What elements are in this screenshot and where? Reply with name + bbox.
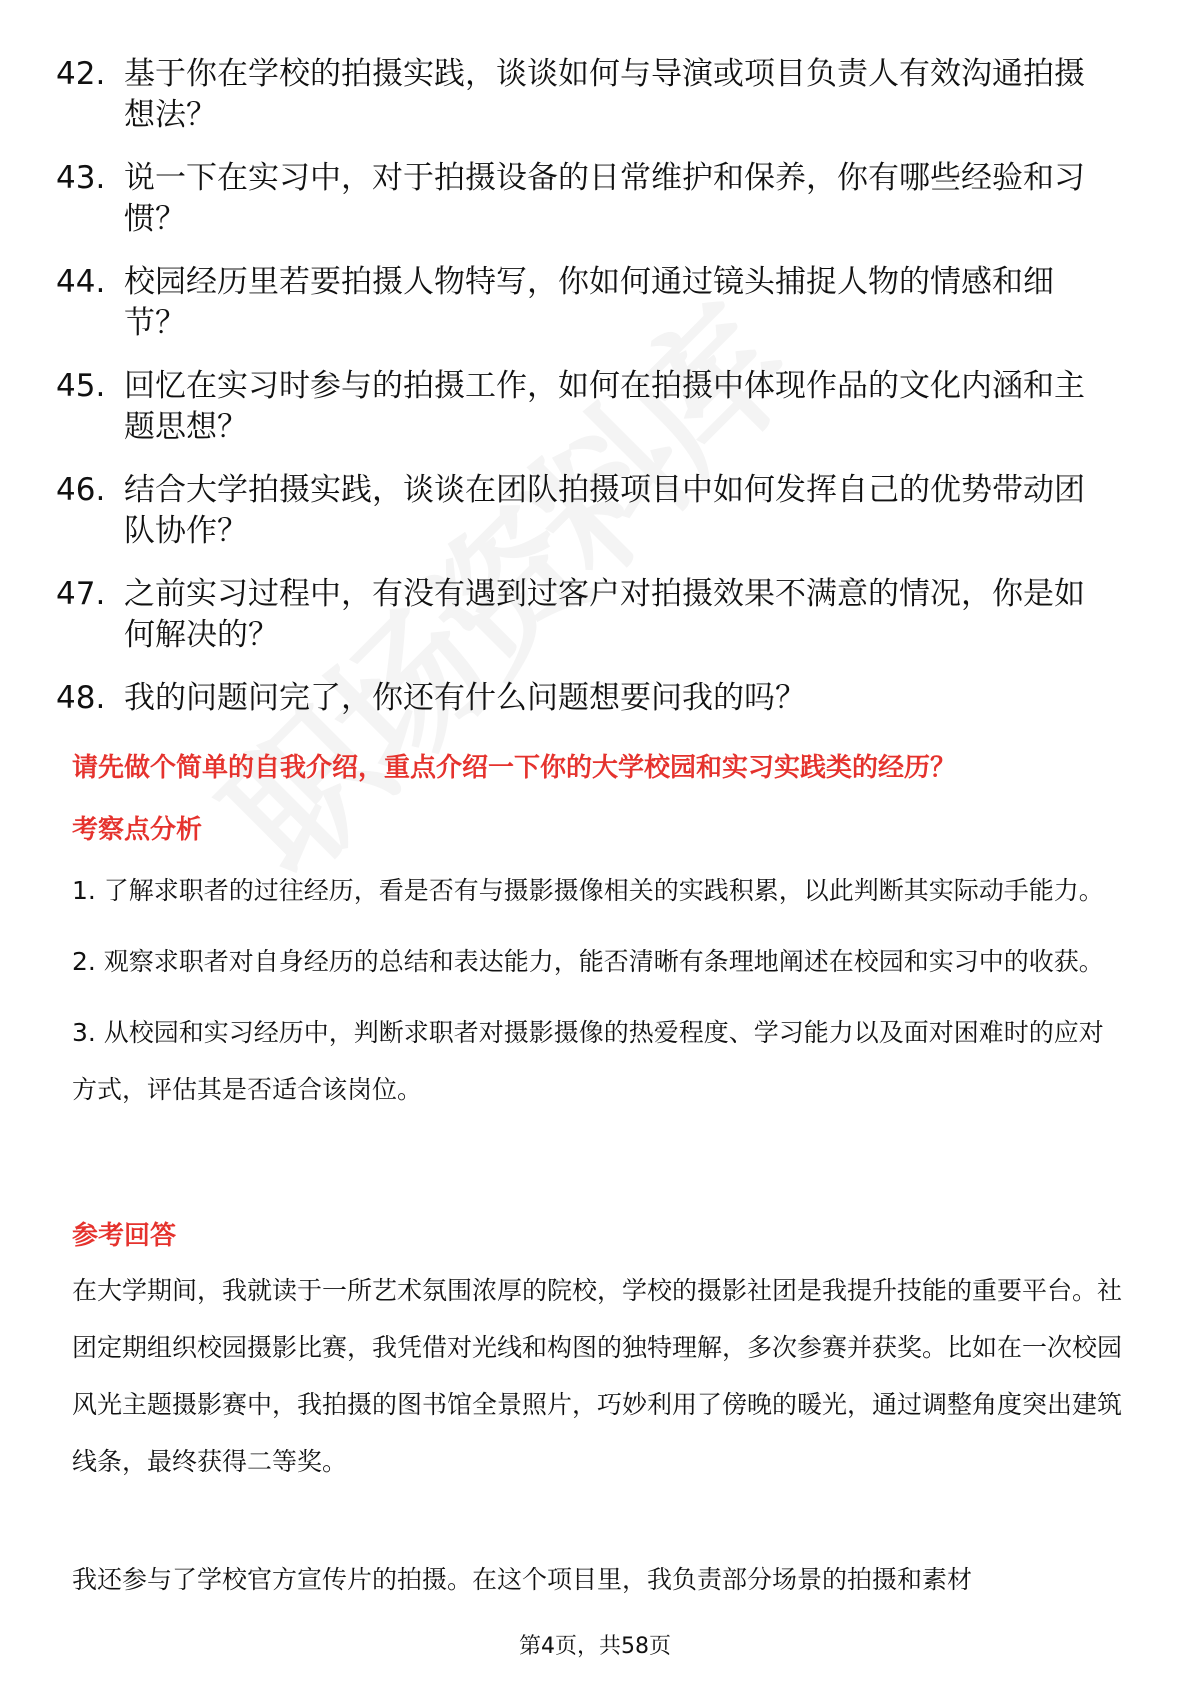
question-item [56, 158, 1116, 240]
question-item [56, 54, 1116, 136]
analysis-point: 2. 观察求职者对自身经历的总结和表达能力，能否清晰有条理地阐述在校园和实习中的收获。 [72, 947, 1104, 976]
question-list [56, 54, 1116, 741]
question-number: 47. [56, 576, 106, 612]
answer-paragraph: 我还参与了学校官方宣传片的拍摄。在这个项目里，我负责部分场景的拍摄和素材 [72, 1565, 973, 1594]
question-text: 之前实习过程中，有没有遇到过客户对拍摄效果不满意的情况，你是如何解决的？ [124, 576, 1085, 653]
analysis-points [72, 862, 1122, 1132]
question-text: 基于你在学校的拍摄实践，谈谈如何与导演或项目负责人有效沟通拍摄想法？ [124, 56, 1085, 133]
analysis-point: 1. 了解求职者的过往经历，看是否有与摄影摄像相关的实践积累，以此判断其实际动手能力。 [72, 876, 1104, 905]
question-text: 校园经历里若要拍摄人物特写，你如何通过镜头捕捉人物的情感和细节？ [124, 264, 1054, 341]
question-item [56, 366, 1116, 448]
question-item [56, 574, 1116, 656]
answer-body [72, 1262, 1122, 1608]
question-number: 48. [56, 680, 106, 716]
question-text: 结合大学拍摄实践，谈谈在团队拍摄项目中如何发挥自己的优势带动团队协作？ [124, 472, 1085, 549]
question-number: 45. [56, 368, 106, 404]
question-item [56, 678, 1116, 719]
question-number: 46. [56, 472, 106, 508]
analysis-heading: 考察点分析 [72, 815, 203, 845]
answer-paragraph: 在大学期间，我就读于一所艺术氛围浓厚的院校，学校的摄影社团是我提升技能的重要平台。社团定期组织校园摄影比赛，我凭借对光线和构图的独特理解，多次参赛并获奖。比如在一次校园风光主题摄影赛中，我拍摄的图书馆全景照片，巧妙利用了傍晚的暖光，通过调整角度突出建筑线条，最终获得二等奖。 [72, 1276, 1123, 1476]
question-number: 44. [56, 264, 106, 300]
question-text: 说一下在实习中，对于拍摄设备的日常维护和保养，你有哪些经验和习惯？ [124, 160, 1085, 237]
question-number: 43. [56, 160, 106, 196]
featured-question: 请先做个简单的自我介绍，重点介绍一下你的大学校园和实习实践类的经历？ [72, 753, 957, 783]
analysis-point: 3. 从校园和实习经历中，判断求职者对摄影摄像的热爱程度、学习能力以及面对困难时的应对方式，评估其是否适合该岗位。 [72, 1018, 1104, 1104]
answer-heading: 参考回答 [72, 1221, 177, 1251]
question-text: 回忆在实习时参与的拍摄工作，如何在拍摄中体现作品的文化内涵和主题思想？ [124, 368, 1085, 445]
question-text: 我的问题问完了，你还有什么问题想要问我的吗？ [124, 680, 806, 716]
page-footer: 第4页，共58页 [519, 1634, 671, 1659]
question-item [56, 470, 1116, 552]
question-number: 42. [56, 56, 106, 92]
question-item [56, 262, 1116, 344]
